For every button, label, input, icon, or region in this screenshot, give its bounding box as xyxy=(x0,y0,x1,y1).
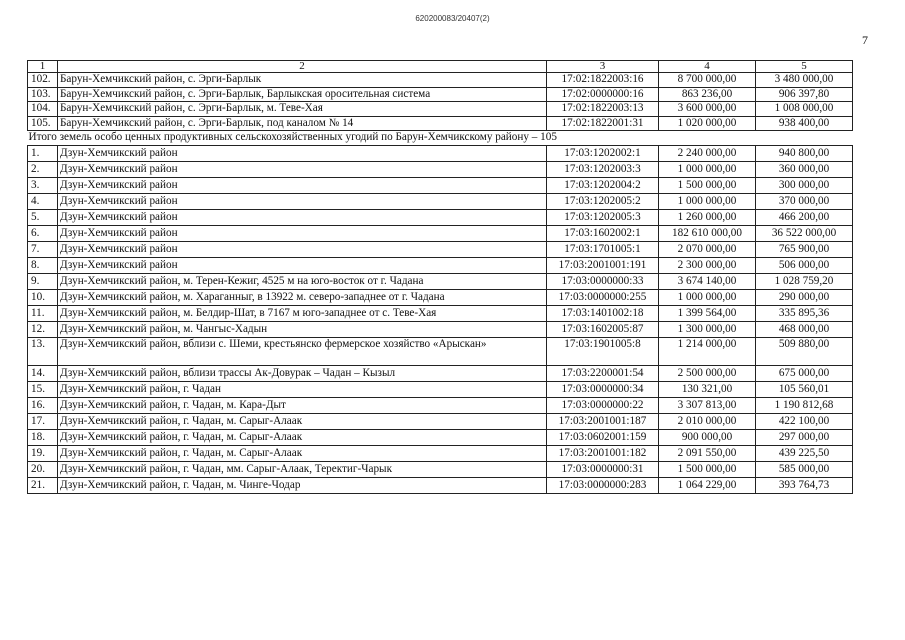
location: Барун-Хемчикский район, с. Эрги-Барлык, под каналом № 14 xyxy=(58,116,547,131)
area-value: 2 070 000,00 xyxy=(659,241,756,257)
table-row xyxy=(28,177,853,193)
row-number: 2. xyxy=(28,161,58,177)
location: Дзун-Хемчикский район, м. Чангыс-Хадын xyxy=(58,321,547,337)
row-number: 9. xyxy=(28,273,58,289)
location: Дзун-Хемчикский район, м. Хараганныг, в 13922 м. северо-западнее от г. Чадана xyxy=(58,289,547,305)
table-row xyxy=(28,87,853,102)
area-value: 3 600 000,00 xyxy=(659,102,756,117)
cost-value: 765 900,00 xyxy=(756,241,853,257)
cadastral-number: 17:03:2001001:182 xyxy=(547,445,659,461)
table-row xyxy=(28,102,853,117)
cadastral-number: 17:02:1822003:13 xyxy=(547,102,659,117)
location: Барун-Хемчикский район, с. Эрги-Барлык, м. Теве-Хая xyxy=(58,102,547,117)
cost-value: 509 880,00 xyxy=(756,337,853,365)
location: Дзун-Хемчикский район xyxy=(58,257,547,273)
area-value: 130 321,00 xyxy=(659,381,756,397)
cadastral-number: 17:03:0602001:159 xyxy=(547,429,659,445)
row-number: 20. xyxy=(28,461,58,477)
table-row xyxy=(28,209,853,225)
table-row xyxy=(28,429,853,445)
location: Дзун-Хемчикский район xyxy=(58,145,547,161)
location: Дзун-Хемчикский район, г. Чадан, м. Сарыг-Алаак xyxy=(58,429,547,445)
area-value: 3 674 140,00 xyxy=(659,273,756,289)
table-row xyxy=(28,305,853,321)
row-number: 103. xyxy=(28,87,58,102)
cost-value: 360 000,00 xyxy=(756,161,853,177)
area-value: 1 300 000,00 xyxy=(659,321,756,337)
header-cell: 4 xyxy=(659,61,756,73)
cadastral-number: 17:03:0000000:31 xyxy=(547,461,659,477)
row-number: 5. xyxy=(28,209,58,225)
header-row xyxy=(28,61,853,73)
table-row xyxy=(28,241,853,257)
location: Дзун-Хемчикский район, м. Терен-Кежиг, 4525 м на юго-восток от г. Чадана xyxy=(58,273,547,289)
cadastral-number: 17:03:2001001:187 xyxy=(547,413,659,429)
row-number: 14. xyxy=(28,365,58,381)
location: Дзун-Хемчикский район xyxy=(58,193,547,209)
cadastral-number: 17:03:1202005:3 xyxy=(547,209,659,225)
cost-value: 1 190 812,68 xyxy=(756,397,853,413)
location: Дзун-Хемчикский район, г. Чадан, м. Сарыг-Алаак xyxy=(58,445,547,461)
cadastral-number: 17:03:1202005:2 xyxy=(547,193,659,209)
cadastral-number: 17:03:1202004:2 xyxy=(547,177,659,193)
cost-value: 1 008 000,00 xyxy=(756,102,853,117)
cost-value: 906 397,80 xyxy=(756,87,853,102)
row-number: 16. xyxy=(28,397,58,413)
row-number: 8. xyxy=(28,257,58,273)
location: Дзун-Хемчикский район, вблизи трассы Ак-Довурак – Чадан – Кызыл xyxy=(58,365,547,381)
cadastral-number: 17:03:0000000:22 xyxy=(547,397,659,413)
row-number: 4. xyxy=(28,193,58,209)
area-value: 2 240 000,00 xyxy=(659,145,756,161)
area-value: 182 610 000,00 xyxy=(659,225,756,241)
row-number: 7. xyxy=(28,241,58,257)
location: Дзун-Хемчикский район xyxy=(58,161,547,177)
area-value: 1 260 000,00 xyxy=(659,209,756,225)
location: Дзун-Хемчикский район, вблизи с. Шеми, крестьянско фермерское хозяйство «Арыскан» xyxy=(58,337,547,365)
table-row xyxy=(28,365,853,381)
row-number: 18. xyxy=(28,429,58,445)
area-value: 900 000,00 xyxy=(659,429,756,445)
cost-value: 393 764,73 xyxy=(756,477,853,493)
cost-value: 297 000,00 xyxy=(756,429,853,445)
cost-value: 938 400,00 xyxy=(756,116,853,131)
table-row xyxy=(28,413,853,429)
location: Дзун-Хемчикский район xyxy=(58,177,547,193)
area-value: 863 236,00 xyxy=(659,87,756,102)
row-number: 11. xyxy=(28,305,58,321)
cadastral-number: 17:02:1822003:16 xyxy=(547,73,659,88)
cadastral-number: 17:03:1602002:1 xyxy=(547,225,659,241)
location: Дзун-Хемчикский район, м. Белдир-Шат, в 7167 м юго-западнее от с. Теве-Хая xyxy=(58,305,547,321)
header-cell: 5 xyxy=(756,61,853,73)
area-value: 2 500 000,00 xyxy=(659,365,756,381)
cadastral-number: 17:03:1901005:8 xyxy=(547,337,659,365)
land-table xyxy=(27,60,853,494)
total-row xyxy=(28,131,853,146)
location: Дзун-Хемчикский район, г. Чадан, м. Кара-Дыт xyxy=(58,397,547,413)
header-cell: 3 xyxy=(547,61,659,73)
table-row xyxy=(28,321,853,337)
cadastral-number: 17:02:0000000:16 xyxy=(547,87,659,102)
location: Дзун-Хемчикский район, г. Чадан xyxy=(58,381,547,397)
cadastral-number: 17:03:2001001:191 xyxy=(547,257,659,273)
area-value: 2 091 550,00 xyxy=(659,445,756,461)
row-number: 102. xyxy=(28,73,58,88)
table-row xyxy=(28,116,853,131)
table-row xyxy=(28,337,853,365)
location: Дзун-Хемчикский район, г. Чадан, м. Сарыг-Алаак xyxy=(58,413,547,429)
area-value: 1 000 000,00 xyxy=(659,193,756,209)
table-row xyxy=(28,397,853,413)
cadastral-number: 17:03:1602005:87 xyxy=(547,321,659,337)
row-number: 12. xyxy=(28,321,58,337)
row-number: 105. xyxy=(28,116,58,131)
cost-value: 3 480 000,00 xyxy=(756,73,853,88)
page-number: 7 xyxy=(862,33,868,47)
location: Дзун-Хемчикский район xyxy=(58,241,547,257)
cost-value: 370 000,00 xyxy=(756,193,853,209)
cadastral-number: 17:03:0000000:283 xyxy=(547,477,659,493)
cost-value: 290 000,00 xyxy=(756,289,853,305)
area-value: 1 020 000,00 xyxy=(659,116,756,131)
table-row xyxy=(28,161,853,177)
cost-value: 506 000,00 xyxy=(756,257,853,273)
cadastral-number: 17:03:1401002:18 xyxy=(547,305,659,321)
document-id: 620200083/20407(2) xyxy=(415,14,490,23)
location: Дзун-Хемчикский район xyxy=(58,209,547,225)
cost-value: 466 200,00 xyxy=(756,209,853,225)
cost-value: 300 000,00 xyxy=(756,177,853,193)
table-row xyxy=(28,289,853,305)
location: Дзун-Хемчикский район xyxy=(58,225,547,241)
row-number: 6. xyxy=(28,225,58,241)
row-number: 104. xyxy=(28,102,58,117)
cost-value: 439 225,50 xyxy=(756,445,853,461)
row-number: 17. xyxy=(28,413,58,429)
area-value: 3 307 813,00 xyxy=(659,397,756,413)
location: Барун-Хемчикский район, с. Эрги-Барлык, Барлыкская оросительная система xyxy=(58,87,547,102)
cost-value: 105 560,01 xyxy=(756,381,853,397)
table-row xyxy=(28,257,853,273)
table-row xyxy=(28,73,853,88)
area-value: 1 500 000,00 xyxy=(659,177,756,193)
cadastral-number: 17:03:1701005:1 xyxy=(547,241,659,257)
table-row xyxy=(28,381,853,397)
area-value: 2 300 000,00 xyxy=(659,257,756,273)
table-row xyxy=(28,193,853,209)
cost-value: 585 000,00 xyxy=(756,461,853,477)
cadastral-number: 17:03:0000000:34 xyxy=(547,381,659,397)
area-value: 1 214 000,00 xyxy=(659,337,756,365)
row-number: 21. xyxy=(28,477,58,493)
cost-value: 422 100,00 xyxy=(756,413,853,429)
location: Дзун-Хемчикский район, г. Чадан, м. Чинге-Чодар xyxy=(58,477,547,493)
cost-value: 940 800,00 xyxy=(756,145,853,161)
area-value: 1 000 000,00 xyxy=(659,289,756,305)
area-value: 1 000 000,00 xyxy=(659,161,756,177)
table-row xyxy=(28,477,853,493)
table-row xyxy=(28,145,853,161)
cost-value: 468 000,00 xyxy=(756,321,853,337)
row-number: 10. xyxy=(28,289,58,305)
area-value: 1 064 229,00 xyxy=(659,477,756,493)
cost-value: 1 028 759,20 xyxy=(756,273,853,289)
table-row xyxy=(28,445,853,461)
table-row xyxy=(28,225,853,241)
area-value: 8 700 000,00 xyxy=(659,73,756,88)
row-number: 19. xyxy=(28,445,58,461)
total-label: Итого земель особо ценных продуктивных сельскохозяйственных угодий по Барун-Хемчикскому району – 105 xyxy=(28,131,557,143)
cost-value: 36 522 000,00 xyxy=(756,225,853,241)
row-number: 3. xyxy=(28,177,58,193)
area-value: 2 010 000,00 xyxy=(659,413,756,429)
cadastral-number: 17:02:1822001:31 xyxy=(547,116,659,131)
location: Дзун-Хемчикский район, г. Чадан, мм. Сарыг-Алаак, Теректиг-Чарык xyxy=(58,461,547,477)
location: Барун-Хемчикский район, с. Эрги-Барлык xyxy=(58,73,547,88)
area-value: 1 399 564,00 xyxy=(659,305,756,321)
header-cell: 2 xyxy=(58,61,547,73)
cost-value: 335 895,36 xyxy=(756,305,853,321)
cadastral-number: 17:03:0000000:255 xyxy=(547,289,659,305)
cost-value: 675 000,00 xyxy=(756,365,853,381)
table-row xyxy=(28,461,853,477)
table-row xyxy=(28,273,853,289)
row-number: 1. xyxy=(28,145,58,161)
cadastral-number: 17:03:1202003:3 xyxy=(547,161,659,177)
cadastral-number: 17:03:1202002:1 xyxy=(547,145,659,161)
cadastral-number: 17:03:2200001:54 xyxy=(547,365,659,381)
cadastral-number: 17:03:0000000:33 xyxy=(547,273,659,289)
area-value: 1 500 000,00 xyxy=(659,461,756,477)
header-cell: 1 xyxy=(28,61,58,73)
row-number: 15. xyxy=(28,381,58,397)
row-number: 13. xyxy=(28,337,58,365)
